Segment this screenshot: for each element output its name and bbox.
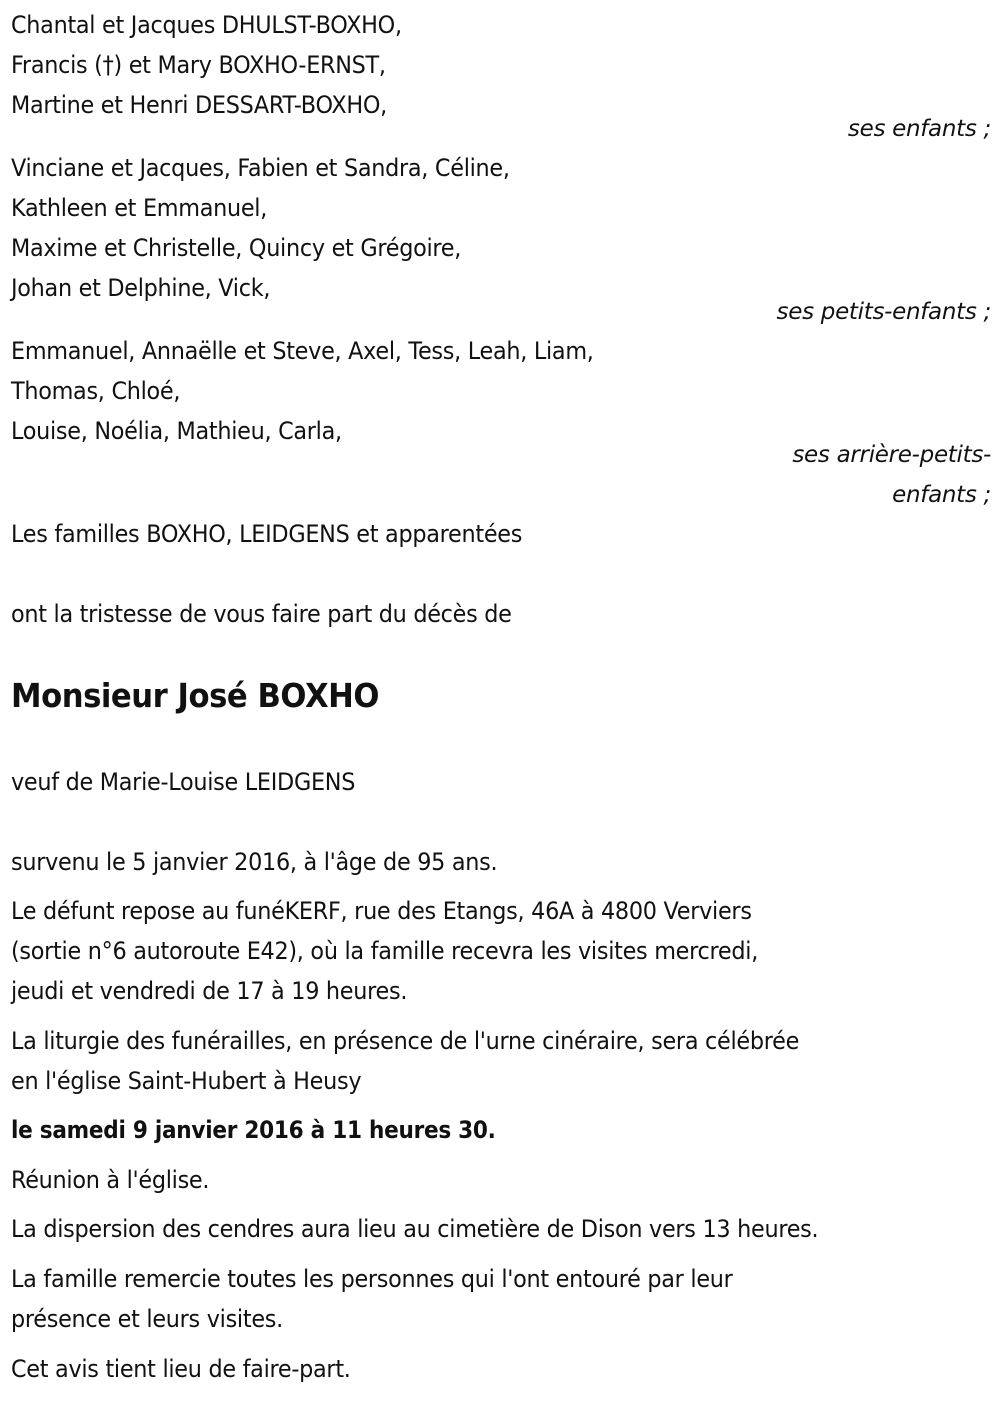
grandchildren-line: Kathleen et Emmanuel, <box>11 194 268 222</box>
children-line: Francis (†) et Mary BOXHO-ERNST, <box>11 51 386 79</box>
great-grandchildren-label: ses arrière-petits- <box>792 442 991 468</box>
ceremony-date: le samedi 9 janvier 2016 à 11 heures 30. <box>11 1116 496 1144</box>
great-grandchildren-label: enfants ; <box>892 482 991 508</box>
grandchildren-line: Vinciane et Jacques, Fabien et Sandra, Céline, <box>11 154 510 182</box>
families-text: Les familles BOXHO, LEIDGENS et apparentées <box>11 520 523 548</box>
repose-line: (sortie n°6 autoroute E42), où la famille recevra les visites mercredi, <box>11 937 759 965</box>
dispersion-text: La dispersion des cendres aura lieu au cimetière de Dison vers 13 heures. <box>11 1215 819 1243</box>
widower-text: veuf de Marie-Louise LEIDGENS <box>11 768 356 796</box>
great-grandchildren-line: Louise, Noélia, Mathieu, Carla, <box>11 417 342 445</box>
grandchildren-label: ses petits-enfants ; <box>776 299 991 325</box>
death-info: survenu le 5 janvier 2016, à l'âge de 95 ans. <box>11 848 498 876</box>
closing-text: Cet avis tient lieu de faire-part. <box>11 1355 351 1383</box>
grandchildren-line: Johan et Delphine, Vick, <box>11 274 271 302</box>
announcement-text: ont la tristesse de vous faire part du décès de <box>11 600 512 628</box>
great-grandchildren-line: Thomas, Chloé, <box>11 377 181 405</box>
deceased-name: Monsieur José BOXHO <box>11 676 380 715</box>
children-label: ses enfants ; <box>847 116 991 142</box>
thanks-line: présence et leurs visites. <box>11 1305 283 1333</box>
repose-line: Le défunt repose au funéKERF, rue des Etangs, 46A à 4800 Verviers <box>11 897 752 925</box>
liturgy-line: La liturgie des funérailles, en présence de l'urne cinéraire, sera célébrée <box>11 1027 800 1055</box>
children-line: Chantal et Jacques DHULST-BOXHO, <box>11 11 402 39</box>
meeting-text: Réunion à l'église. <box>11 1166 210 1194</box>
liturgy-line: en l'église Saint-Hubert à Heusy <box>11 1067 362 1095</box>
great-grandchildren-line: Emmanuel, Annaëlle et Steve, Axel, Tess, Leah, Liam, <box>11 337 594 365</box>
repose-line: jeudi et vendredi de 17 à 19 heures. <box>11 977 408 1005</box>
children-line: Martine et Henri DESSART-BOXHO, <box>11 91 387 119</box>
grandchildren-line: Maxime et Christelle, Quincy et Grégoire, <box>11 234 462 262</box>
thanks-line: La famille remercie toutes les personnes qui l'ont entouré par leur <box>11 1265 733 1293</box>
